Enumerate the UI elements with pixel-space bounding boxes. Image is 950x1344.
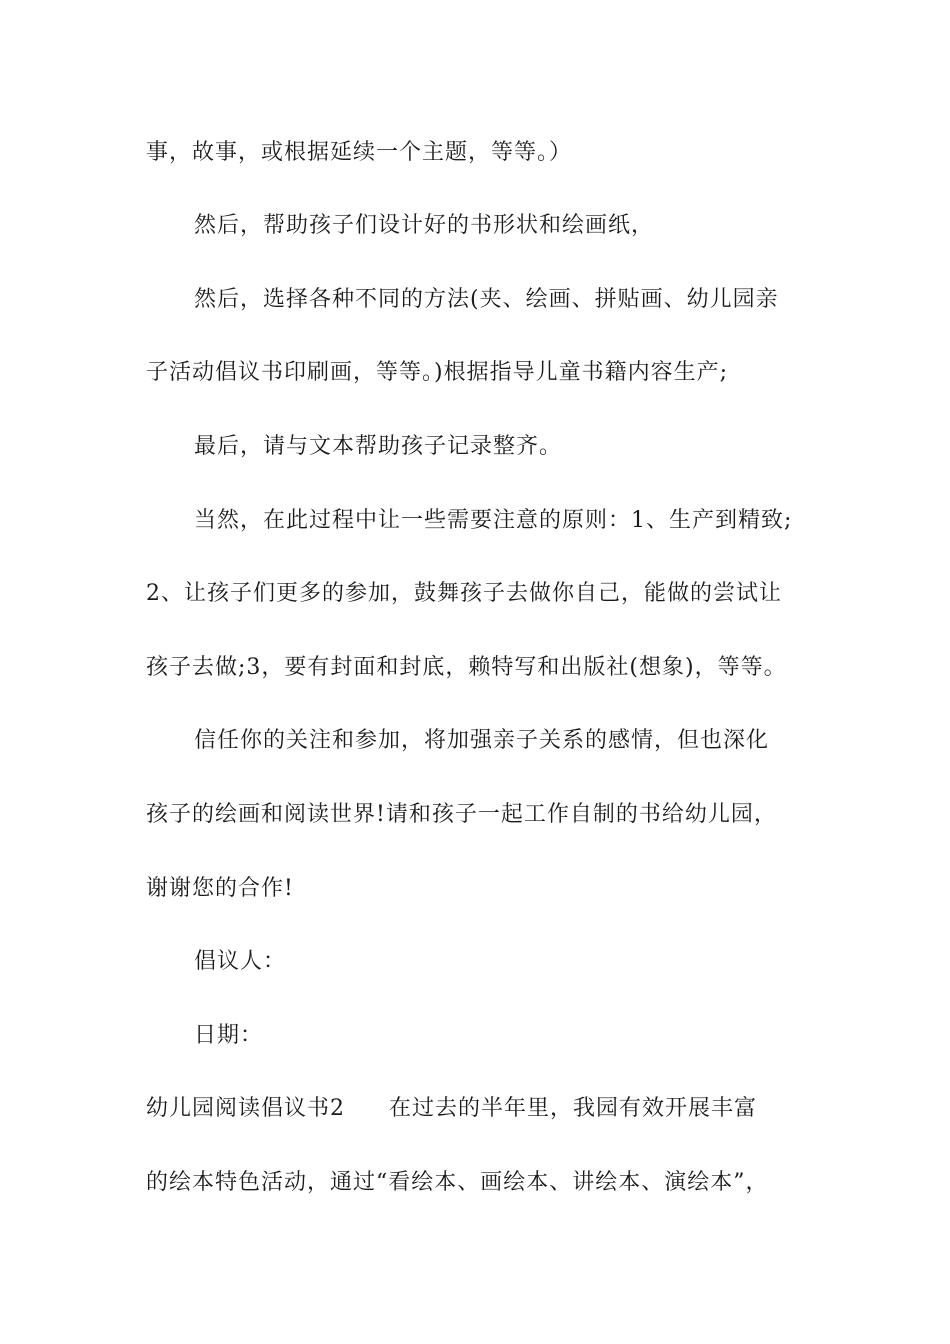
text-line: 孩子去做;3，要有封面和封底，赖特写和出版社(想象)，等等。: [146, 655, 787, 680]
text-line: 信任你的关注和参加，将加强亲子关系的感情，但也深化: [194, 728, 770, 753]
text-line: 最后，请与文本帮助孩子记录整齐。: [194, 434, 563, 459]
text-line: 子活动倡议书印刷画，等等。)根据指导儿童书籍内容生产;: [146, 360, 728, 385]
date-label: 日期：: [194, 1023, 264, 1048]
text-line: 当然，在此过程中让一些需要注意的原则：1、生产到精致;: [194, 508, 793, 533]
text-line: 的绘本特色活动，通过“看绘本、画绘本、讲绘本、演绘本”，: [146, 1170, 769, 1195]
section-title: 幼儿园阅读倡议书2: [146, 1096, 345, 1121]
section-first-line: 在过去的半年里，我园有效开展丰富: [389, 1096, 758, 1121]
section-heading-line: [146, 1094, 757, 1124]
text-line: 2、让孩子们更多的参加，鼓舞孩子去做你自己，能做的尝试让: [146, 581, 782, 606]
signatory-label: 倡议人：: [194, 949, 287, 974]
text-line: 然后，帮助孩子们设计好的书形状和绘画纸，: [194, 213, 655, 238]
text-line: 然后，选择各种不同的方法(夹、绘画、拼贴画、幼儿园亲: [194, 287, 779, 312]
text-line: 谢谢您的合作!: [146, 876, 294, 901]
text-line: 事，故事，或根据延续一个主题，等等。）: [146, 140, 573, 165]
text-line: 孩子的绘画和阅读世界!请和孩子一起工作自制的书给幼儿园，: [146, 802, 777, 827]
